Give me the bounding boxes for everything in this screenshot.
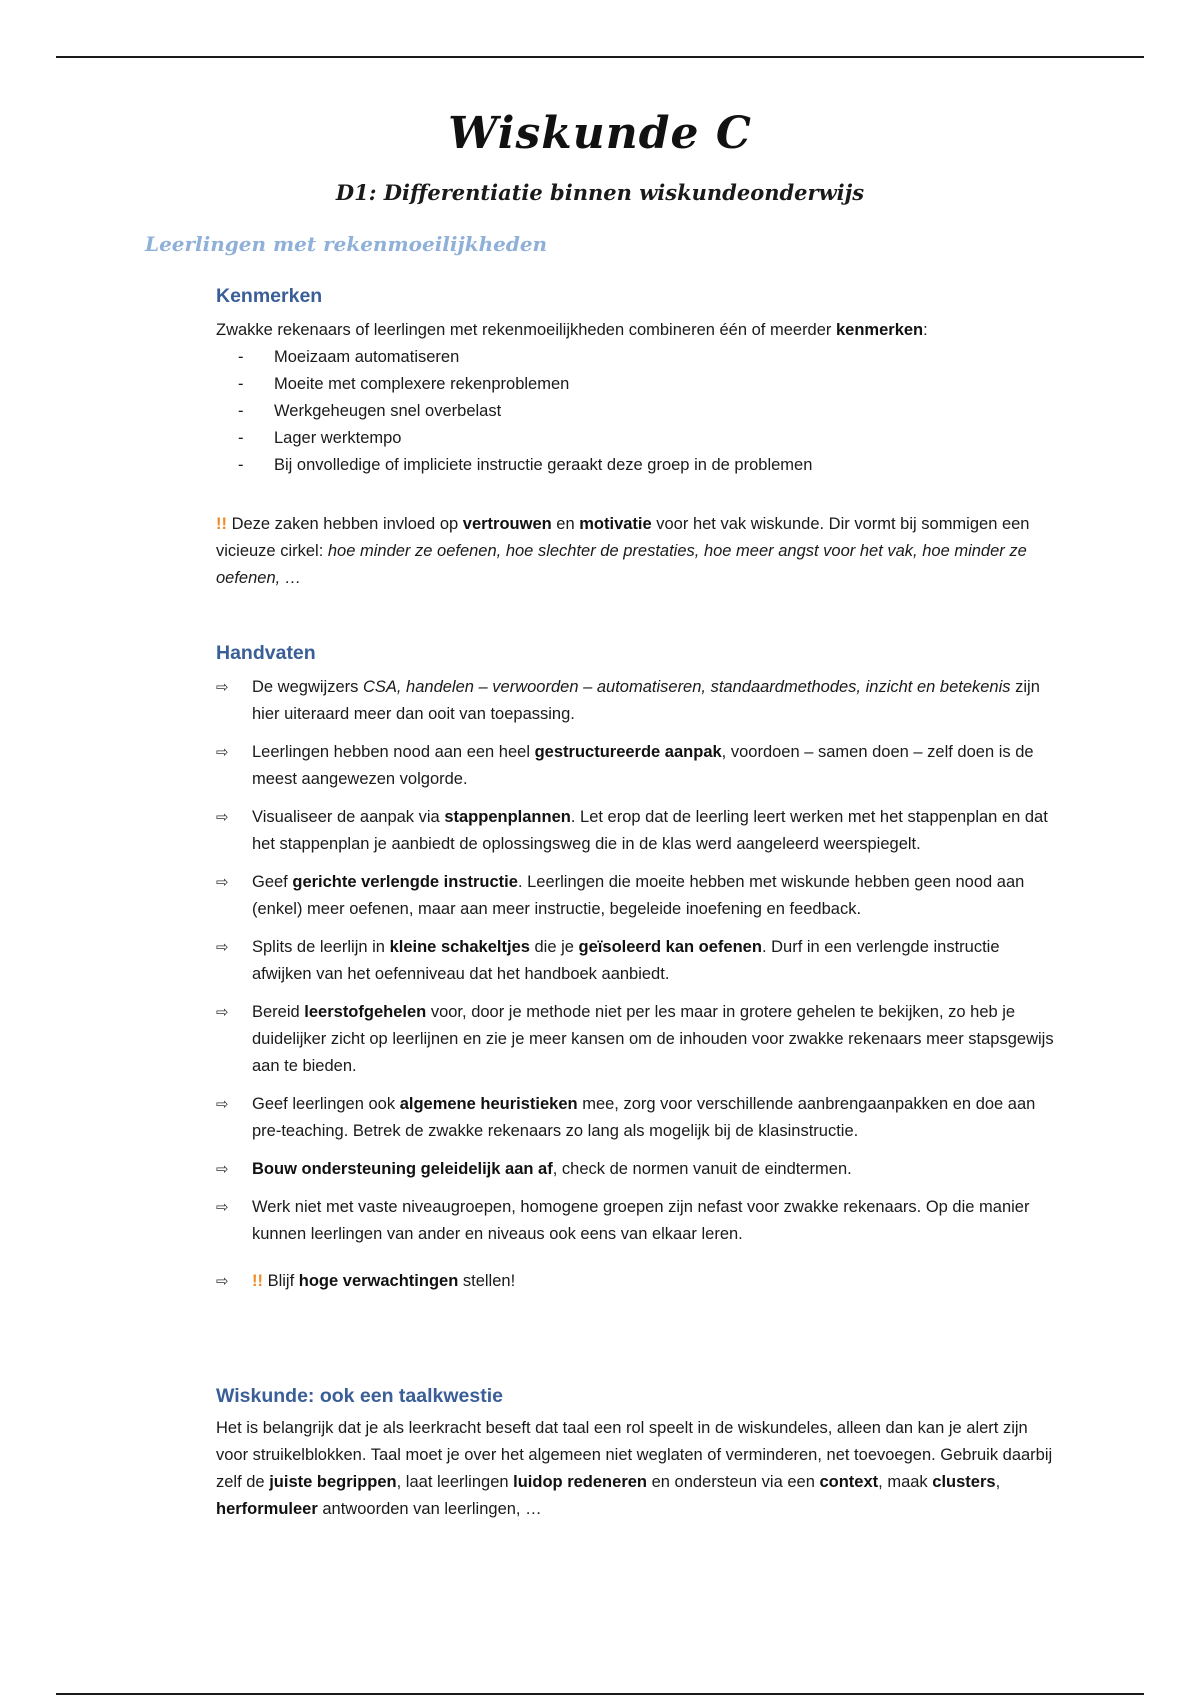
- kenmerken-intro: Zwakke rekenaars of leerlingen met rekenmoeilijkheden combineren één of meerder kenmerken:: [216, 321, 928, 339]
- arrow-icon: ⇨: [216, 809, 229, 826]
- kenmerken-section: [216, 283, 1061, 592]
- taal-heading: Wiskunde: ook een taalkwestie: [216, 1385, 503, 1407]
- kenmerken-note: !! Deze zaken hebben invloed op vertrouwen en motivatie voor het vak wiskunde. Dir vormt bij sommigen een vicieuze cirkel: hoe minder ze oefenen, hoe slechter de prestaties, hoe meer angst voor het vak, hoe minder ze oefenen, …: [216, 515, 1030, 587]
- arrow-icon: ⇨: [216, 1004, 229, 1021]
- warning-icon: !!: [216, 515, 227, 533]
- handvaten-heading: Handvaten: [216, 642, 316, 664]
- list-item: ⇨ Visualiseer de aanpak via stappenplannen. Let erop dat de leerling leert werken met het stappenplan en dat het stappenplan je aanbiedt de oplossingsweg die in de klas werd aangeleerd weerspiegelt.: [216, 804, 1061, 858]
- taal-paragraph: Het is belangrijk dat je als leerkracht beseft dat taal een rol speelt in de wiskundeles, alleen dan kan je alert zijn voor struikelblokken. Taal moet je over het algemeen niet weglaten of verminderen, net toevoegen. Gebruik daarbij zelf de juiste begrippen, laat leerlingen luidop redeneren en ondersteun via een context, maak clusters, herformuleer antwoorden van leerlingen, …: [216, 1419, 1053, 1518]
- page-title: Wiskunde C: [448, 108, 752, 159]
- arrow-icon: ⇨: [216, 1096, 229, 1113]
- arrow-icon: ⇨: [216, 1273, 229, 1290]
- arrow-icon: ⇨: [216, 939, 229, 956]
- list-item: ⇨ De wegwijzers CSA, handelen – verwoorden – automatiseren, standaardmethodes, inzicht en betekenis zijn hier uiteraard meer dan ooit van toepassing.: [216, 674, 1061, 728]
- arrow-icon: ⇨: [216, 679, 229, 696]
- list-item: - Bij onvolledige of impliciete instructie geraakt deze groep in de problemen: [216, 452, 1061, 479]
- taal-section: [216, 1383, 1061, 1523]
- list-item: ⇨ Geef gerichte verlengde instructie. Leerlingen die moeite hebben met wiskunde hebben geen nood aan (enkel) meer oefenen, maar aan meer instructie, begeleide inoefening en feedback.: [216, 869, 1061, 923]
- arrow-icon: ⇨: [216, 874, 229, 891]
- top-rule: [56, 56, 1144, 58]
- list-item: - Moeizaam automatiseren: [216, 344, 1061, 371]
- handvaten-section: [216, 640, 1061, 1306]
- arrow-icon: ⇨: [216, 744, 229, 761]
- arrow-icon: ⇨: [216, 1161, 229, 1178]
- bottom-rule: [56, 1693, 1144, 1695]
- warning-icon: !!: [252, 1272, 263, 1290]
- section-title: Leerlingen met rekenmoeilijkheden: [145, 232, 548, 256]
- handvaten-list: [216, 674, 1061, 1295]
- list-item: ⇨ Bouw ondersteuning geleidelijk aan af, check de normen vanuit de eindtermen.: [216, 1156, 1061, 1183]
- arrow-icon: ⇨: [216, 1199, 229, 1216]
- list-item: ⇨ Geef leerlingen ook algemene heuristieken mee, zorg voor verschillende aanbrengaanpakken en doe aan pre-teaching. Betrek de zwakke rekenaars zo lang als mogelijk bij de klasinstructie.: [216, 1091, 1061, 1145]
- list-item: - Werkgeheugen snel overbelast: [216, 398, 1061, 425]
- list-item: ⇨ Werk niet met vaste niveaugroepen, homogene groepen zijn nefast voor zwakke rekenaars. Op die manier kunnen leerlingen van ander en niveaus ook eens van elkaar leren.: [216, 1194, 1061, 1248]
- page-subtitle: D1: Differentiatie binnen wiskundeonderwijs: [335, 180, 865, 205]
- kenmerken-list: [216, 344, 1061, 479]
- list-item: ⇨ !! Blijf hoge verwachtingen stellen!: [216, 1268, 1061, 1295]
- list-item: ⇨ Leerlingen hebben nood aan een heel gestructureerde aanpak, voordoen – samen doen – zelf doen is de meest aangewezen volgorde.: [216, 739, 1061, 793]
- list-item: - Moeite met complexere rekenproblemen: [216, 371, 1061, 398]
- list-item: ⇨ Splits de leerlijn in kleine schakeltjes die je geïsoleerd kan oefenen. Durf in een verlengde instructie afwijken van het oefenniveau dat het handboek aanbiedt.: [216, 934, 1061, 988]
- kenmerken-heading: Kenmerken: [216, 285, 323, 307]
- list-item: ⇨ Bereid leerstofgehelen voor, door je methode niet per les maar in grotere gehelen te bekijken, zo heb je duidelijker zicht op leerlijnen en zie je meer kansen om de inhouden voor zwakke rekenaars meer stapsgewijs aan te bieden.: [216, 999, 1061, 1080]
- list-item: - Lager werktempo: [216, 425, 1061, 452]
